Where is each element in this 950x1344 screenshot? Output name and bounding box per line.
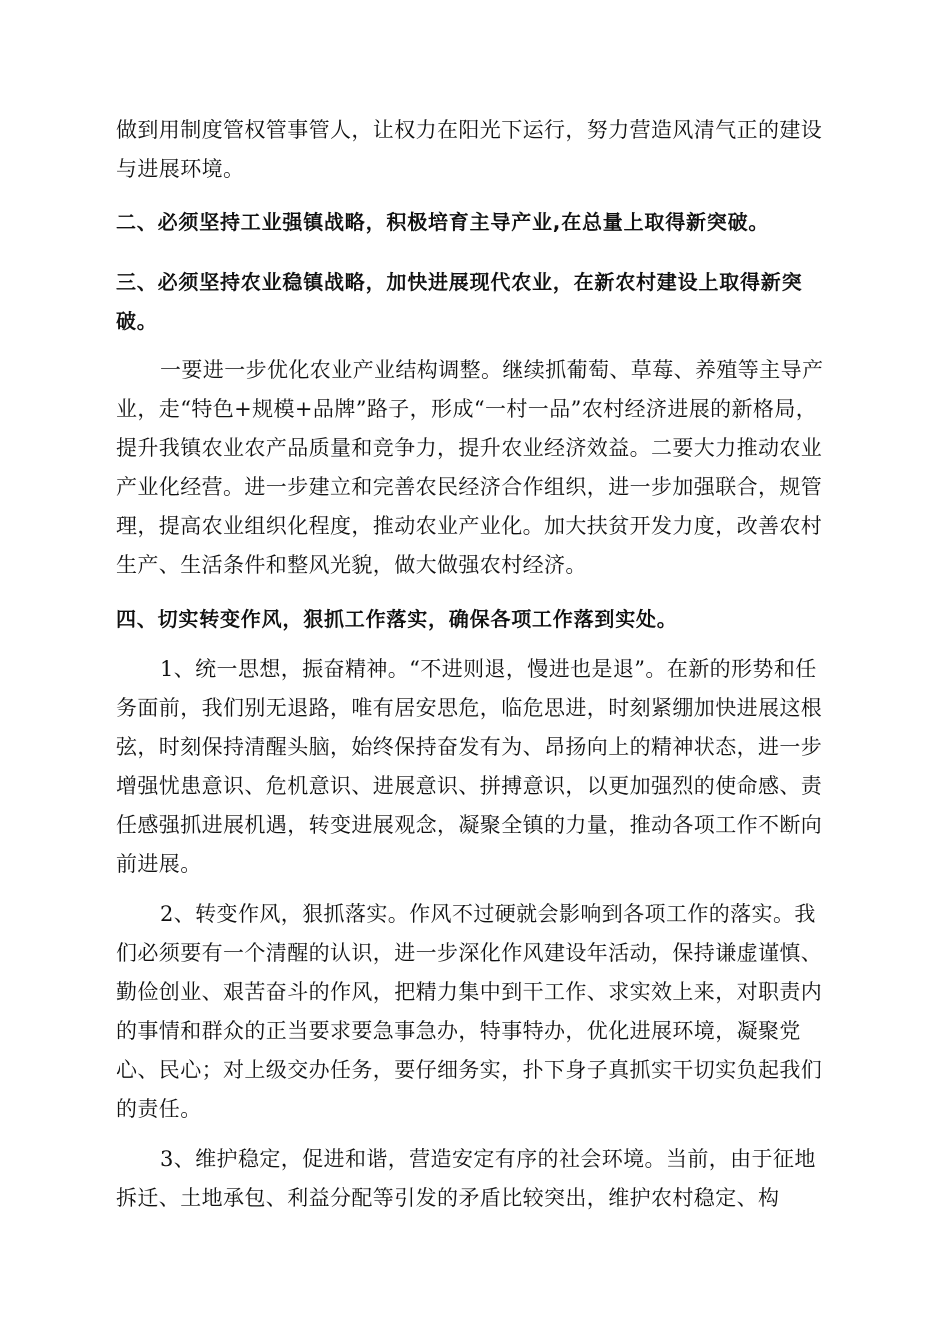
paragraph-intro: 做到用制度管权管事管人，让权力在阳光下运行，努力营造风清气正的建设与进展环境。 [116,118,823,181]
paragraph-section-3: 一要进一步优化农业产业结构调整。继续抓葡萄、草莓、养殖等主导产业，走“特色+规模+品牌”路子，形成“一村一品”农村经济进展的新格局，提升我镇农业农产品质量和竞争力，提升农业经济效益。二要大力推动农业产业化经营。进一步建立和完善农民经济合作组织，进一步加强联合，规管理，提高农业组织化程度，推动农业产业化。加大扶贫开发力度，改善农村生产、生活条件和整风光貌，做大做强农村经济。 [116,358,824,577]
heading-section-3: 三、必须坚持农业稳镇战略，加快进展现代农业，在新农村建设上取得新突破。 [116,270,803,333]
paragraph-item-3: 3、维护稳定，促进和谐，营造安定有序的社会环境。当前，由于征地拆迁、土地承包、利益分配等引发的矛盾比较突出，维护农村稳定、构 [116,1147,816,1210]
paragraph-item-2: 2、转变作风，狠抓落实。作风不过硬就会影响到各项工作的落实。我们必须要有一个清醒的认识，进一步深化作风建设年活动，保持谦虚谨慎、勤俭创业、艰苦奋斗的作风，把精力集中到干工作、求实效上来，对职责内的事情和群众的正当要求要急事急办，特事特办，优化进展环境，凝聚党心、民心；对上级交办任务，要仔细务实，扑下身子真抓实干切实负起我们的责任。 [116,902,823,1121]
heading-section-2: 二、必须坚持工业强镇战略，积极培育主导产业,在总量上取得新突破。 [116,210,770,234]
heading-section-4: 四、切实转变作风，狠抓工作落实，确保各项工作落到实处。 [116,607,678,631]
paragraph-item-1: 1、统一思想，振奋精神。“不进则退，慢进也是退”。在新的形势和任务面前，我们别无退路，唯有居安思危，临危思进，时刻紧绷加快进展这根弦，时刻保持清醒头脑，始终保持奋发有为、昂扬向上的精神状态，进一步增强忧患意识、危机意识、进展意识、拼搏意识，以更加强烈的使命感、责任感强抓进展机遇，转变进展观念，凝聚全镇的力量，推动各项工作不断向前进展。 [116,657,823,876]
